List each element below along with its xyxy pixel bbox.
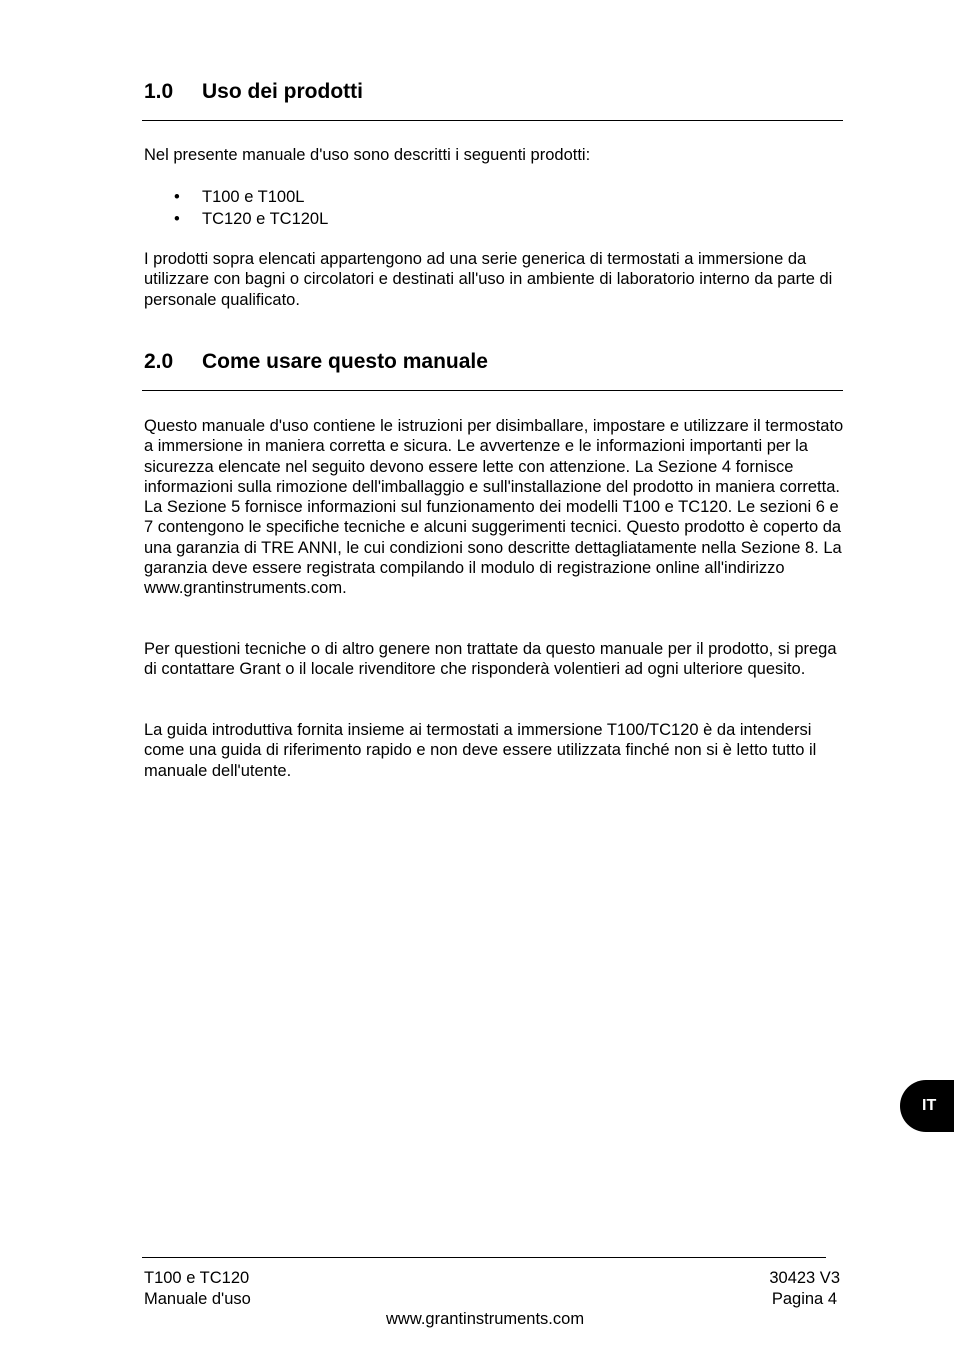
section-2-title: Come usare questo manuale — [202, 350, 488, 373]
footer-document-type: Manuale d'uso — [144, 1290, 251, 1308]
product-list — [144, 186, 328, 230]
section-1-divider — [142, 120, 843, 121]
list-item-label: T100 e T100L — [202, 188, 305, 206]
footer-product-name: T100 e TC120 — [144, 1269, 250, 1287]
list-item — [144, 208, 328, 230]
section-1-paragraph: I prodotti sopra elencati appartengono ad una serie generica di termostati a immersione da utilizzare con bagni o circolatori e destinati all'uso in ambiente di laboratorio interno da parte di personale qualificato. — [144, 250, 833, 309]
footer-divider — [142, 1257, 826, 1258]
section-1-title: Uso dei prodotti — [202, 80, 363, 103]
language-tab: IT — [900, 1080, 954, 1132]
footer-page-number: Pagina 4 — [771, 1290, 837, 1308]
footer-website-link[interactable]: www.grantinstruments.com — [386, 1310, 585, 1328]
section-2-number: 2.0 — [144, 350, 174, 373]
section-2-paragraph-2: Per questioni tecniche o di altro genere non trattate da questo manuale per il prodotto, si prega di contattare Grant o il locale rivenditore che risponderà volentieri ad ogni ulteriore quesito. — [144, 640, 837, 679]
section-1-number: 1.0 — [144, 80, 174, 103]
section-2-paragraph-3: La guida introduttiva fornita insieme ai termostati a immersione T100/TC120 è da intendersi come una guida di riferimento rapido e non deve essere utilizzata finché non si è letto tutto il manuale dell'utente. — [144, 721, 817, 780]
list-item — [144, 186, 328, 208]
section-2-paragraph-1: Questo manuale d'uso contiene le istruzioni per disimballare, impostare e utilizzare il termostato a immersione in maniera corretta e sicura. Le avvertenze e le informazioni importanti per la sicurezza elencate nel seguito devono essere lette con attenzione. La Sezione 4 fornisce informazioni sulla rimozione dell'imballaggio e sull'installazione del prodotto in maniera corretta. La Sezione 5 fornisce informazioni sul funzionamento dei modelli T100 e TC120. Le sezioni 6 e 7 contengono le specifiche tecniche e alcuni suggerimenti tecnici. Questo prodotto è coperto da una garanzia di TRE ANNI, le cui condizioni sono descritte dettagliatamente nella Sezione 8. La garanzia deve essere registrata compilando il modulo di registrazione online all'indirizzo www.grantinstruments.com. — [144, 417, 844, 598]
section-1-intro: Nel presente manuale d'uso sono descritti i seguenti prodotti: — [144, 146, 591, 164]
footer-document-code: 30423 V3 — [769, 1269, 840, 1287]
section-1-heading — [144, 80, 363, 104]
section-2-heading — [144, 350, 488, 374]
section-2-divider — [142, 390, 843, 391]
list-item-label: TC120 e TC120L — [202, 210, 329, 228]
bullet-icon: • — [174, 210, 180, 228]
bullet-icon: • — [174, 188, 180, 206]
